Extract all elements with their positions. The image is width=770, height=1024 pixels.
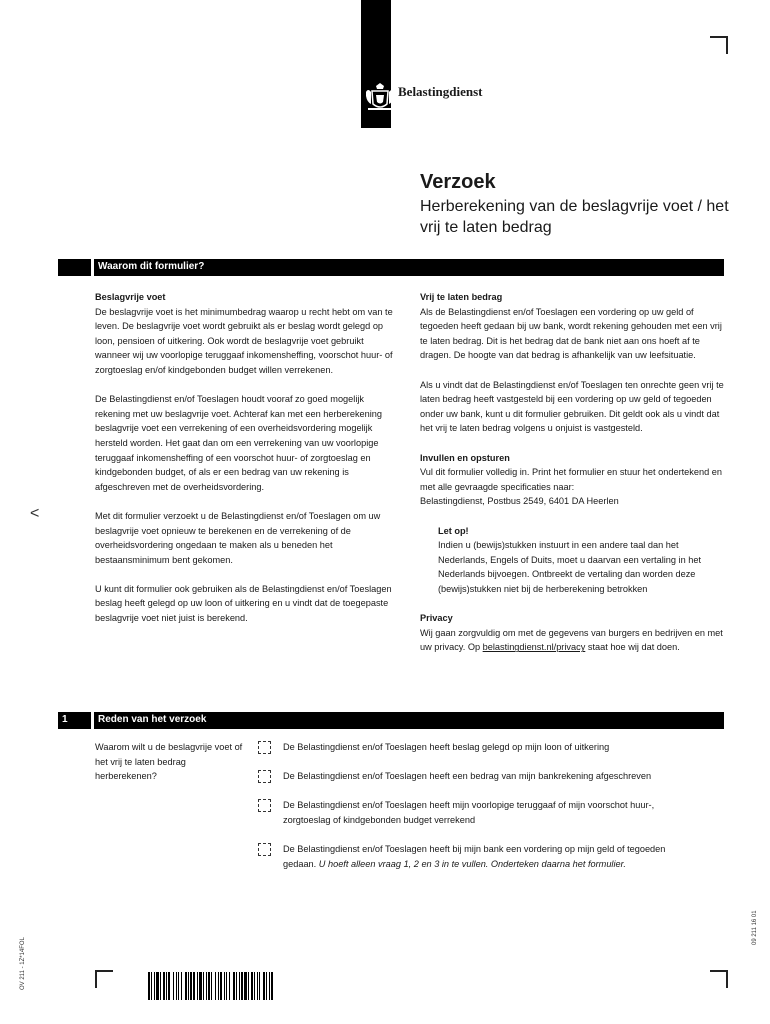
paragraph: Als de Belastingdienst en/of Toeslagen een vordering op uw geld of tegoeden heeft gedaan bij uw bank, wordt rekening gehouden met een vrij te laten bedrag. Dit is het bedrag dat de bank niet aan ons hoeft af te dragen. De hoogte van dat bedrag is afhankelijk van uw leefsituatie. bbox=[420, 306, 722, 361]
section-bar-label: Reden van het verzoek bbox=[98, 714, 207, 725]
privacy-text-post: staat hoe wij dat doen. bbox=[585, 642, 680, 653]
heading-invullen: Invullen en opsturen bbox=[420, 452, 510, 463]
option-note: U hoeft alleen vraag 1, 2 en 3 in te vullen. Onderteken daarna het formulier. bbox=[318, 858, 626, 869]
option-label-4 bbox=[283, 842, 683, 871]
option-text: De Belastingdienst en/of Toeslagen heeft bij mijn bank een vordering op mijn geld of tegoeden gedaan. bbox=[283, 844, 666, 869]
paragraph: Als u vindt dat de Belastingdienst en/of Toeslagen ten onrechte geen vrij te laten bedrag heeft vastgesteld bij een vordering op uw geld of tegoeden onder uw bank, kunt u dit formulier gebruiken. Dit geldt ook als u vindt dat het vrij te laten bedrag volgens u onjuist is vastgesteld. bbox=[420, 379, 724, 434]
page-title: Verzoek bbox=[420, 171, 496, 193]
page-subtitle: Herberekening van de beslagvrije voet / het vrij te laten bedrag bbox=[420, 198, 729, 236]
note-heading: Let op! bbox=[438, 525, 469, 536]
paragraph: De Belastingdienst en/of Toeslagen houdt vooraf zo goed mogelijk rekening met uw beslagvrije voet. Achteraf kan met een herberekening beslagvrije voet een verrekening of een overheidsvordering mogelijk hersteld worden. Het gaat dan om een verrekening van uw voorlopige teruggaaf inkomensheffing of een voorschot huur- of zorgtoeslag en kindgebonden budget, of als er een bedrag van uw rekening is afgeschreven met de overheidsvordering. bbox=[95, 394, 383, 492]
fold-mark-icon: < bbox=[30, 505, 40, 522]
heading-beslagvrije-voet: Beslagvrije voet bbox=[95, 292, 166, 302]
option-label: De Belastingdienst en/of Toeslagen heeft mijn voorlopige teruggaaf of mijn voorschot huur-, zorgtoeslag of kindgebonden budget verrekend bbox=[283, 800, 655, 825]
checkbox-option-4[interactable] bbox=[258, 843, 271, 856]
option-label: De Belastingdienst en/of Toeslagen heeft een bedrag van mijn bankrekening afgeschreven bbox=[283, 771, 652, 781]
form-code-right: 09 211 16 01 bbox=[752, 910, 758, 945]
heading-vrij-te-laten-bedrag: Vrij te laten bedrag bbox=[420, 292, 503, 302]
paragraph: Met dit formulier verzoekt u de Belastingdienst en/of Toeslagen om uw beslagvrije voet opnieuw te berekenen en de verrekening of de overheidsvordering ongedaan te maken als u beneden het bestaansminimum bent gekomen. bbox=[95, 510, 381, 565]
note-block bbox=[420, 524, 728, 597]
why-left-column bbox=[95, 290, 400, 640]
checkbox-option-2[interactable] bbox=[258, 770, 271, 783]
privacy-text bbox=[420, 626, 728, 655]
bar-separator bbox=[91, 712, 94, 729]
barcode bbox=[148, 972, 358, 1000]
checkbox-option-3[interactable] bbox=[258, 799, 271, 812]
barcode-bar bbox=[273, 972, 274, 1000]
brand-name: Belastingdienst bbox=[398, 84, 483, 99]
section-bar-why bbox=[58, 259, 724, 276]
heading-privacy: Privacy bbox=[420, 613, 453, 624]
bar-separator bbox=[91, 259, 94, 276]
corner-mark-bottom-right bbox=[710, 970, 728, 988]
postal-address: Belastingdienst, Postbus 2549, 6401 DA Heerlen bbox=[420, 496, 619, 507]
corner-mark-bottom-left bbox=[95, 970, 113, 988]
crest-logo-icon bbox=[362, 82, 398, 114]
section-number: 1 bbox=[62, 714, 68, 725]
form-code-left: OV 211 - 1Z*14FOL bbox=[20, 937, 26, 990]
corner-mark-top-right bbox=[710, 36, 728, 54]
option-label: De Belastingdienst en/of Toeslagen heeft beslag gelegd op mijn loon of uitkering bbox=[283, 742, 610, 752]
paragraph: De beslagvrije voet is het minimumbedrag waarop u recht hebt om van te leven. De beslagvrije voet wordt gebruikt als er beslag wordt gelegd op loon, pensioen of uitkering. Ook wordt de beslagvrije voet gebruikt wanneer wij uw voorlopige teruggaaf inkomensheffing, voorschot huur- of zorgtoeslag en/of kindgebonden budget willen verrekenen. bbox=[95, 306, 393, 375]
note-text: Indien u (bewijs)stukken instuurt in een andere taal dan het Nederlands, Engels of Duits, moet u daarvan een vertaling in het Nederlands bijvoegen. Ontbreekt de vertaling dan worden deze (bewijs)stukken niet bij de herberekening betrokken bbox=[438, 540, 702, 594]
privacy-link[interactable]: belastingdienst.nl/privacy bbox=[482, 642, 586, 653]
checkbox-option-1[interactable] bbox=[258, 741, 271, 754]
paragraph: U kunt dit formulier ook gebruiken als de Belastingdienst en/of Toeslagen beslag heeft gelegd op uw loon of uitkering en u vindt dat de toegepaste beslagvrije voet niet juist is berekend. bbox=[95, 583, 392, 624]
why-right-column bbox=[420, 290, 728, 655]
section-bar-label: Waarom dit formulier? bbox=[98, 261, 205, 272]
privacy-text-pre: Wij gaan zorgvuldig om met de gegevens van burgers en bedrijven en met uw privacy. Op bbox=[420, 627, 723, 653]
section-bar-1 bbox=[58, 712, 724, 729]
paragraph: Vul dit formulier volledig in. Print het formulier en stuur het ondertekend en met alle gevraagde specificaties naar: bbox=[420, 467, 722, 492]
question-label: Waarom wilt u de beslagvrije voet of het vrij te laten bedrag herberekenen? bbox=[95, 742, 243, 782]
